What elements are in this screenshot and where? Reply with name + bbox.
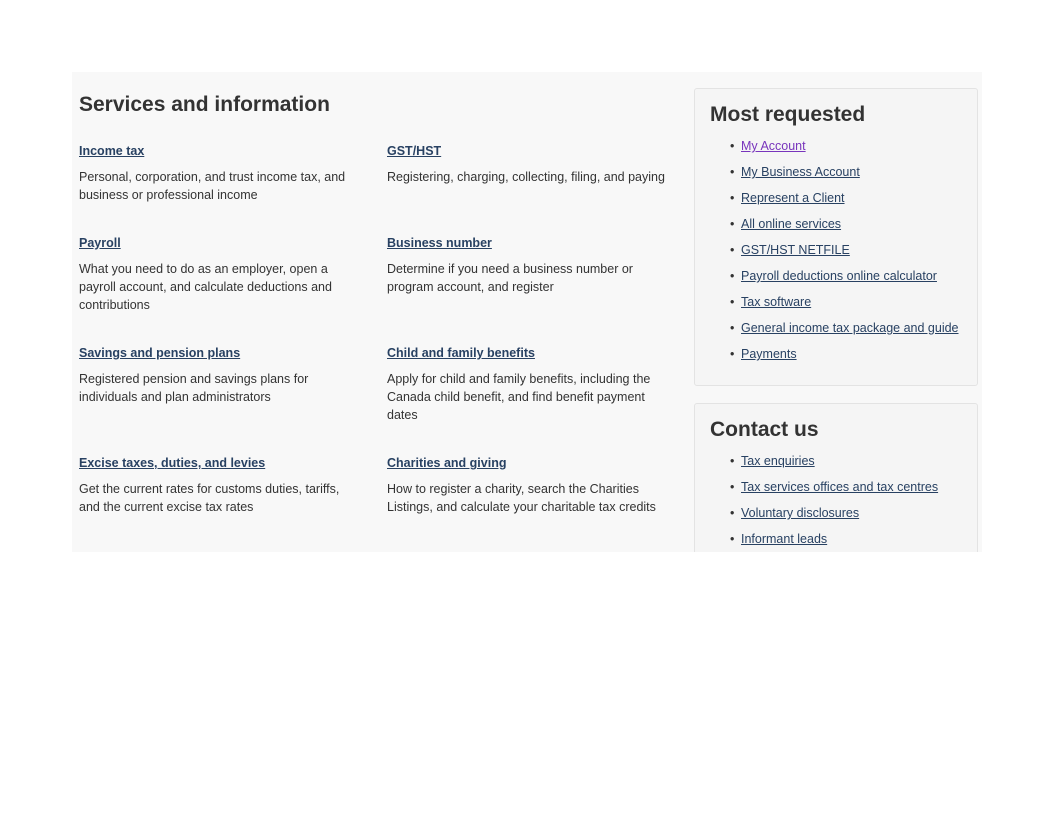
income-tax-package-link[interactable]: General income tax package and guide xyxy=(741,321,959,335)
bullet: • xyxy=(730,347,735,361)
business-number-description: Determine if you need a business number or program account, and register xyxy=(387,262,633,294)
services-heading: Services and information xyxy=(79,93,330,116)
charities-giving-description: How to register a charity, search the Charities Listings, and calculate your charitable tax credits xyxy=(387,482,656,514)
bullet: • xyxy=(730,165,735,179)
service-gst-hst xyxy=(387,142,667,186)
service-charities-giving xyxy=(387,454,667,516)
bullet: • xyxy=(730,243,735,257)
informant-leads-link[interactable]: Informant leads xyxy=(741,532,828,546)
tax-services-offices-link[interactable]: Tax services offices and tax centres xyxy=(741,480,939,494)
bullet: • xyxy=(730,139,735,153)
list-item xyxy=(730,500,977,526)
list-item xyxy=(730,159,977,185)
contact-us-heading: Contact us xyxy=(710,418,819,441)
list-item xyxy=(730,185,977,211)
bullet: • xyxy=(730,269,735,283)
payroll-description: What you need to do as an employer, open a payroll account, and calculate deductions and contributions xyxy=(79,262,332,312)
all-online-services-link[interactable]: All online services xyxy=(741,217,842,231)
my-business-account-link[interactable]: My Business Account xyxy=(741,165,860,179)
most-requested-heading: Most requested xyxy=(710,103,866,126)
service-child-family-benefits xyxy=(387,344,667,424)
list-item xyxy=(730,211,977,237)
income-tax-description: Personal, corporation, and trust income tax, and business or professional income xyxy=(79,170,346,202)
bullet: • xyxy=(730,191,735,205)
income-tax-link[interactable]: Income tax xyxy=(79,144,145,158)
bullet: • xyxy=(730,480,735,494)
list-item xyxy=(730,289,977,315)
service-savings-pension xyxy=(79,344,359,406)
payroll-link[interactable]: Payroll xyxy=(79,236,121,250)
bullet: • xyxy=(730,506,735,520)
service-business-number xyxy=(387,234,667,296)
content-panel xyxy=(72,72,982,552)
savings-pension-link[interactable]: Savings and pension plans xyxy=(79,346,241,360)
most-requested-box xyxy=(694,88,978,386)
list-item xyxy=(730,341,977,367)
voluntary-disclosures-link[interactable]: Voluntary disclosures xyxy=(741,506,860,520)
business-number-link[interactable]: Business number xyxy=(387,236,492,250)
payroll-calculator-link[interactable]: Payroll deductions online calculator xyxy=(741,269,937,283)
service-excise-taxes xyxy=(79,454,359,516)
represent-a-client-link[interactable]: Represent a Client xyxy=(741,191,845,205)
bullet: • xyxy=(730,321,735,335)
gst-hst-netfile-link[interactable]: GST/HST NETFILE xyxy=(741,243,850,257)
list-item xyxy=(730,263,977,289)
savings-pension-description: Registered pension and savings plans for individuals and plan administrators xyxy=(79,372,309,404)
list-item xyxy=(730,133,977,159)
bullet: • xyxy=(730,532,735,546)
services-section xyxy=(79,93,679,514)
bullet: • xyxy=(730,454,735,468)
service-income-tax xyxy=(79,142,359,204)
bullet: • xyxy=(730,217,735,231)
list-item xyxy=(730,474,977,500)
excise-taxes-link[interactable]: Excise taxes, duties, and levies xyxy=(79,456,266,470)
list-item xyxy=(730,315,977,341)
service-payroll xyxy=(79,234,359,314)
excise-taxes-description: Get the current rates for customs duties, tariffs, and the current excise tax rates xyxy=(79,482,340,514)
my-account-link[interactable]: My Account xyxy=(741,139,806,153)
contact-us-box xyxy=(694,403,978,552)
tax-software-link[interactable]: Tax software xyxy=(741,295,812,309)
most-requested-list xyxy=(695,133,977,367)
child-family-benefits-link[interactable]: Child and family benefits xyxy=(387,346,535,360)
list-item xyxy=(730,237,977,263)
tax-enquiries-link[interactable]: Tax enquiries xyxy=(741,454,815,468)
list-item xyxy=(730,448,977,474)
child-family-benefits-description: Apply for child and family benefits, including the Canada child benefit, and find benefit payment dates xyxy=(387,372,651,422)
payments-link[interactable]: Payments xyxy=(741,347,797,361)
contact-us-list xyxy=(695,448,977,552)
gst-hst-link[interactable]: GST/HST xyxy=(387,144,442,158)
bullet: • xyxy=(730,295,735,309)
list-item xyxy=(730,526,977,552)
charities-giving-link[interactable]: Charities and giving xyxy=(387,456,507,470)
gst-hst-description: Registering, charging, collecting, filing, and paying xyxy=(387,170,665,184)
